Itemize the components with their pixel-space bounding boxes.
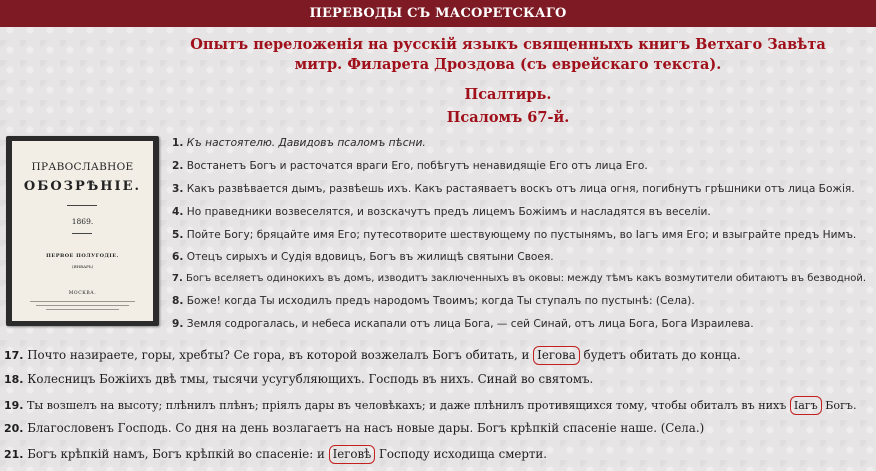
header-title-line2: митр. Филарета Дроздова (съ еврейскаго текста). bbox=[294, 56, 722, 73]
cover-imprint-line bbox=[36, 305, 129, 306]
top-banner bbox=[0, 0, 876, 27]
verse-2: 2. Востанетъ Богъ и расточатся враги Его, побѣгутъ ненавидящіе Его отъ лица Его. bbox=[172, 160, 648, 172]
highlighted-name: Іеговѣ bbox=[329, 445, 376, 464]
verse-18: 18. Колесницъ Божіихъ двѣ тмы, тысячи усугубляющихъ. Господь въ нихъ. Синай во святомъ. bbox=[4, 372, 594, 386]
verse-7: 7. Богъ вселяетъ одинокихъ въ домъ, изводитъ заключенныхъ въ оковы: между тѣмъ какъ возмутители обитаютъ въ безводной. bbox=[172, 273, 867, 284]
cover-year: 1869. bbox=[71, 217, 94, 226]
cover-title-line1: ПРАВОСЛАВНОЕ bbox=[31, 161, 134, 173]
cover-rule bbox=[67, 205, 97, 206]
book-title: Псалтирь. bbox=[464, 86, 552, 103]
journal-cover-image bbox=[6, 136, 159, 326]
cover-place: МОСКВА. bbox=[68, 291, 97, 296]
verse-1: 1. Къ настоятелю. Давидовъ псаломъ пѣсни. bbox=[172, 137, 426, 149]
cover-imprint-line bbox=[30, 301, 135, 302]
cover-title-line2: ОБОЗРѢНІЕ. bbox=[23, 179, 142, 194]
highlighted-name: Іагъ bbox=[790, 396, 822, 415]
verse-4: 4. Но праведники возвеселятся, и возскачутъ предъ лицемъ Божіимъ и насладятся въ веселіи. bbox=[172, 206, 711, 218]
verse-21: 21. Богъ крѣпкій намъ, Богъ крѣпкій во спасеніе: и Іеговѣ Господу исходища смерти. bbox=[4, 445, 547, 464]
verse-3: 3. Какъ развѣвается дымъ, развѣешь ихъ. Какъ растаяваетъ воскъ отъ лица огня, погибнутъ грѣшники отъ лица Божія. bbox=[172, 183, 855, 195]
verse-8: 8. Боже! когда Ты исходилъ предъ народомъ Твоимъ; когда Ты ступалъ по пустынѣ: (Села). bbox=[172, 295, 695, 307]
cover-imprint-line bbox=[46, 309, 119, 310]
verse-20: 20. Благословенъ Господь. Со дня на день возлагаетъ на насъ новые дары. Богъ крѣпкій спасеніе наше. (Села.) bbox=[4, 421, 705, 435]
psalm-title: Псаломъ 67-й. bbox=[446, 109, 570, 126]
verse-6: 6. Отецъ сирыхъ и Судія вдовицъ, Богъ въ жилищѣ святыни Своея. bbox=[172, 251, 554, 263]
highlighted-name: Іегова bbox=[533, 346, 580, 365]
cover-volume: ПЕРВОЕ ПОЛУГОДІЕ. bbox=[46, 253, 119, 259]
cover-issue: (ЯНВАРЬ) bbox=[71, 264, 94, 269]
banner-title: ПЕРЕВОДЫ СЪ МАСОРЕТСКАГО bbox=[309, 6, 567, 21]
cover-rule bbox=[72, 233, 92, 234]
verse-19: 19. Ты возшелъ на высоту; плѣнилъ плѣнъ; пріялъ дары въ человѣкахъ; и даже плѣнилъ противящихся тому, чтобы обиталъ въ нихъ Іагъ Богъ. bbox=[4, 396, 857, 415]
header-title-line1: Опытъ переложенія на русскій языкъ священныхъ книгъ Ветхаго Завѣта bbox=[190, 36, 826, 53]
verse-9: 9. Земля содрогалась, и небеса искапали отъ лица Бога, — сей Синай, отъ лица Бога, Бога Израилева. bbox=[172, 318, 754, 330]
cover-page bbox=[12, 141, 153, 321]
verse-17: 17. Почто назираете, горы, хребты? Се гора, въ которой возжелалъ Богъ обитать, и Іегова будетъ обитать до конца. bbox=[4, 346, 741, 365]
verse-5: 5. Пойте Богу; бряцайте имя Его; путесотворите шествующему по пустынямъ, во Іагъ имя Его; и взыграйте предъ Нимъ. bbox=[172, 229, 857, 241]
